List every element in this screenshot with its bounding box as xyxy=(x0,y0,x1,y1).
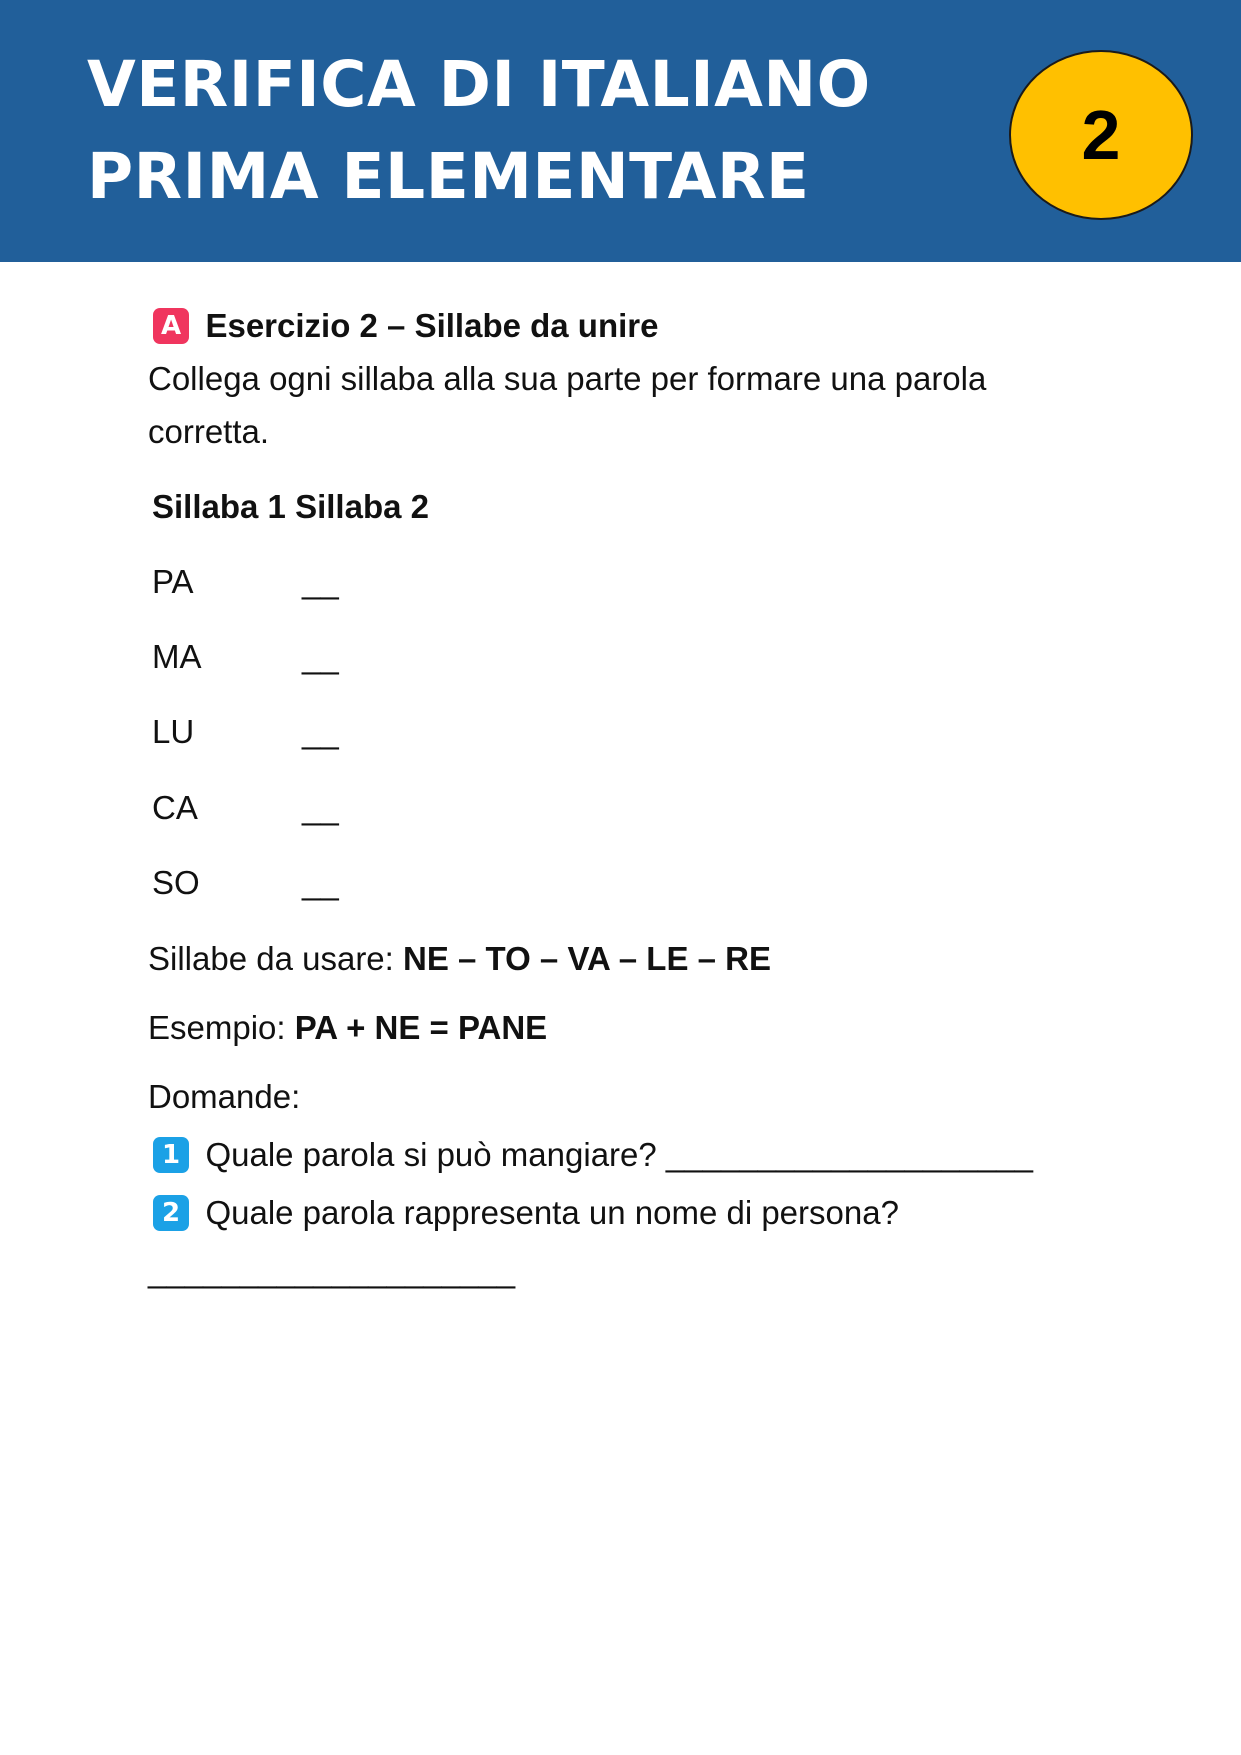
question-text: Quale parola rappresenta un nome di persona? xyxy=(205,1194,899,1231)
syllable-cell: PA xyxy=(152,563,194,600)
number-2-icon: 2 xyxy=(153,1195,189,1231)
answer-blank[interactable]: __ xyxy=(302,563,339,600)
answer-blank[interactable]: __ xyxy=(302,789,339,826)
answer-line[interactable]: ____________________ xyxy=(665,1136,1033,1173)
table-header: Sillaba 1 Sillaba 2 xyxy=(152,488,429,525)
answer-blank[interactable]: __ xyxy=(302,638,339,675)
instruction-line-1: Collega ogni sillaba alla sua parte per formare una parola xyxy=(148,360,987,397)
answer-blank[interactable]: __ xyxy=(302,713,339,750)
question-1 xyxy=(153,1136,1033,1174)
letter-a-icon: A xyxy=(153,308,189,344)
questions-label: Domande: xyxy=(148,1078,301,1115)
example-label: Esempio: xyxy=(148,1009,295,1046)
syllables-list: NE – TO – VA – LE – RE xyxy=(403,940,772,977)
question-2 xyxy=(153,1194,899,1232)
page-title-line-2: PRIMA ELEMENTARE xyxy=(87,140,810,213)
answer-blank[interactable]: __ xyxy=(302,864,339,901)
syllable-cell: SO xyxy=(152,864,200,901)
instruction-line-2: corretta. xyxy=(148,413,270,450)
example xyxy=(148,1009,547,1047)
syllable-cell: CA xyxy=(152,789,198,826)
syllables-label: Sillabe da usare: xyxy=(148,940,403,977)
syllable-cell: MA xyxy=(152,638,202,675)
question-text: Quale parola si può mangiare? xyxy=(205,1136,666,1173)
exercise-title: Esercizio 2 – Sillabe da unire xyxy=(205,307,659,344)
example-value: PA + NE = PANE xyxy=(294,1009,548,1046)
syllables-to-use xyxy=(148,940,771,978)
exercise-heading xyxy=(153,307,658,345)
answer-line[interactable]: ____________________ xyxy=(148,1252,516,1289)
syllable-cell: LU xyxy=(152,713,195,750)
number-1-icon: 1 xyxy=(153,1137,189,1173)
test-number-badge: 2 xyxy=(1009,50,1193,220)
page-title-line-1: VERIFICA DI ITALIANO xyxy=(87,48,871,121)
